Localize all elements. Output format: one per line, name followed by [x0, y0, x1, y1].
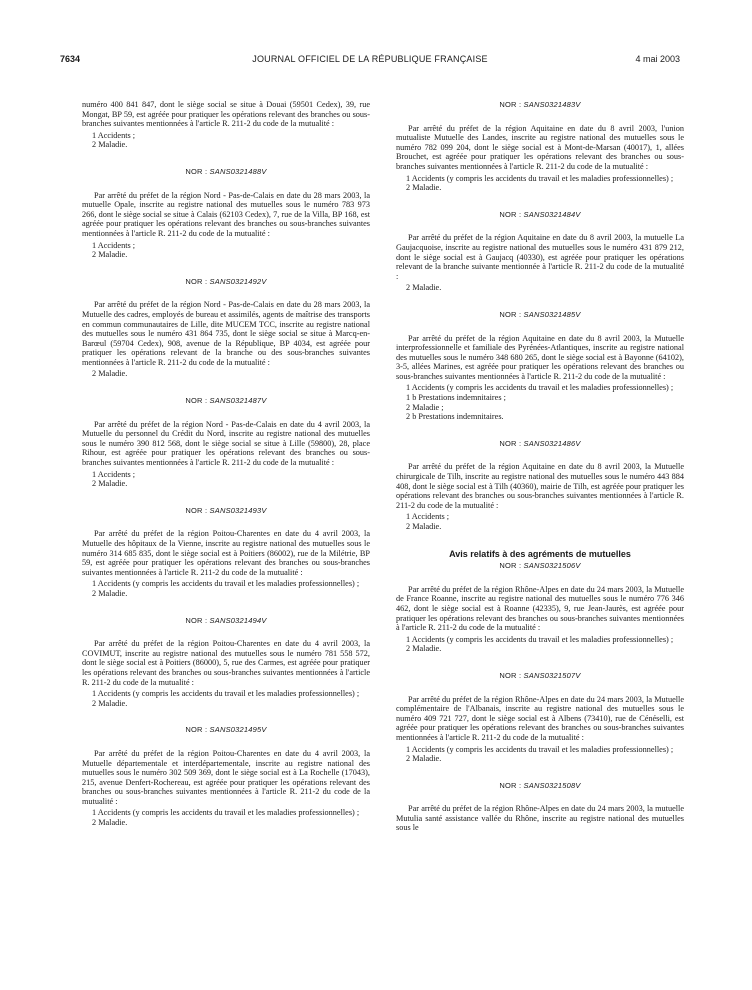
list-item: 2 Maladie.	[406, 183, 442, 193]
nor-reference	[396, 310, 684, 320]
nor-label: NOR :	[499, 670, 522, 680]
page-number: 7634	[60, 54, 81, 64]
paragraph: Par arrêté du préfet de la région Poitou-Charentes en date du 4 avril 2003, la COVIMUT, inscrite au registre national des mutuelles sous le numéro 781 558 572, dont le siège social est à Poitiers (86000), 5, rue des Carmes, est agréée pour pratiquer les opérations relevant des branches ou sous-branches suivantes mentionnées à l'article R. 211-2 du code de la mutualité :	[82, 639, 370, 687]
list-item: 2 Maladie.	[406, 644, 442, 654]
paragraph: Par arrêté du préfet de la région Poitou-Charentes en date du 4 avril 2003, la Mutuelle des hôpitaux de la Vienne, inscrite au registre national des mutuelles sous le numéro 314 685 835, dont le siège social est à Poitiers (86002), rue de la Milétrie, BP 59, est agréée pour pratiquer les opérations relevant des branches ou sous-branches suivantes mentionnées à l'article R. 211-2 du code de la mutualité :	[82, 529, 370, 577]
paragraph: Par arrêté du préfet de la région Aquitaine en date du 8 avril 2003, l'union mutualiste Mutuelle des Landes, inscrite au registre national des mutuelles sous le numéro 782 099 204, dont le siège social est à Mont-de-Marsan (40017), 1, allées Brouchet, est agréée pour pratiquer les opérations relevant des branches ou sous-branches suivantes mentionnées à l'article R. 211-2 du code de la mutualité :	[396, 123, 684, 171]
nor-label: NOR :	[185, 615, 208, 625]
list-item: 1 Accidents ;	[92, 469, 136, 479]
nor-code: SANS0321487V	[209, 396, 267, 406]
paragraph: Par arrêté du préfet de la région Nord - Pas-de-Calais en date du 28 mars 2003, la Mutuelle des cadres, employés de bureau et assimilés, agents de maîtrise des transports en commun communautaires de Lille, dite MUCEM TCC, inscrite au registre national des mutuelles sous le numéro 431 864 735, dont le siège social se situe à Marcq-en-Barœul (59704 Cedex), 908, avenue de la République, BP 4034, est agréée pour pratiquer les opérations relevant de la branche ou des sous-branches suivantes mentionnées à l'article R. 211-2 du code de la mutualité :	[82, 300, 370, 367]
paragraph: Par arrêté du préfet de la région Rhône-Alpes en date du 24 mars 2003, la Mutuelle de France Roanne, inscrite au registre national des mutuelles sous le numéro 776 346 462, dont le siège social est à Roanne (42335), 9, rue Jean-Jaurès, est agréée pour pratiquer les opérations relevant des branches ou sous-branches suivantes mentionnées à l'article R. 211-2 du code de la mutualité :	[396, 584, 684, 633]
nor-code: SANS0321486V	[523, 438, 581, 448]
nor-reference	[82, 725, 370, 735]
list-item: 2 Maladie.	[92, 140, 128, 150]
nor-reference	[396, 781, 684, 791]
paragraph: Par arrêté du préfet de la région Aquitaine en date du 8 avril 2003, la mutuelle La Gaujacquoise, inscrite au registre national des mutuelles sous le numéro 431 879 212, dont le siège social est à Gaujacq (40330), est agréée pour pratiquer les opérations relevant de la branche suivante mentionnée à l'article R. 211-2 du code de la mutualité :	[396, 233, 684, 281]
list-item: 2 Maladie.	[406, 754, 442, 764]
nor-code: SANS0321488V	[209, 166, 267, 176]
nor-reference	[82, 167, 370, 177]
nor-code: SANS0321508V	[523, 780, 581, 790]
nor-reference	[82, 506, 370, 516]
list-item: 2 Maladie.	[92, 250, 128, 260]
list-item: 2 Maladie.	[92, 369, 128, 379]
nor-code: SANS0321492V	[209, 276, 267, 286]
nor-reference	[396, 439, 684, 449]
list-item: 2 Maladie.	[92, 479, 128, 489]
section-title: Avis relatifs à des agréments de mutuelles	[449, 548, 631, 559]
nor-label: NOR :	[499, 561, 522, 571]
journal-title: JOURNAL OFFICIEL DE LA RÉPUBLIQUE FRANÇAISE	[252, 54, 488, 64]
list-item: 1 Accidents (y compris les accidents du travail et les maladies professionnelles) ;	[92, 689, 360, 699]
list-item: 1 Accidents (y compris les accidents du travail et les maladies professionnelles) ;	[92, 579, 360, 589]
nor-label: NOR :	[499, 209, 522, 219]
nor-label: NOR :	[185, 396, 208, 406]
list-item: 2 Maladie.	[406, 522, 442, 531]
nor-reference	[82, 396, 370, 406]
nor-label: NOR :	[499, 438, 522, 448]
list-item: 1 b Prestations indemnitaires ;	[406, 393, 506, 403]
list-item: 1 Accidents ;	[406, 512, 450, 522]
nor-code: SANS0321506V	[523, 561, 581, 571]
list-item: 2 Maladie.	[92, 698, 128, 708]
nor-code: SANS0321494V	[209, 615, 267, 625]
nor-label: NOR :	[499, 309, 522, 319]
list-item: 1 Accidents ;	[92, 130, 136, 140]
nor-label: NOR :	[185, 276, 208, 286]
paragraph: Par arrêté du préfet de la région Aquitaine en date du 8 avril 2003, la Mutuelle chirurgicale de Tilh, inscrite au registre national des mutuelles sous le numéro 443 884 408, dont le siège social est à Tilh (40360), mairie de Tilh, est agréée pour pratiquer les opérations relevant des branches ou sous-branches suivantes mentionnées à l'article R. 211-2 du code de la mutualité :	[396, 462, 684, 510]
list-item: 2 b Prestations indemnitaires.	[406, 412, 504, 422]
list-item: 1 Accidents (y compris les accidents du travail et les maladies professionnelles) ;	[406, 634, 674, 644]
paragraph: Par arrêté du préfet de la région Nord - Pas-de-Calais en date du 4 avril 2003, la Mutuelle du personnel du Crédit du Nord, inscrite au registre national des mutuelles sous le numéro 390 812 568, dont le siège social se situe à Lille (59800), 28, place Rihour, est agréée pour pratiquer les opérations relevant des branches ou sous-branches suivantes mentionnées à l'article R. 211-2 du code de la mutualité :	[82, 419, 370, 468]
nor-reference	[82, 616, 370, 626]
nor-label: NOR :	[499, 100, 522, 109]
list-item: 1 Accidents (y compris les accidents du travail et les maladies professionnelles) ;	[92, 808, 360, 818]
nor-reference	[396, 100, 684, 110]
left-column	[82, 100, 370, 828]
nor-code: SANS0321493V	[209, 505, 267, 515]
nor-code: SANS0321485V	[523, 309, 581, 319]
nor-reference	[396, 561, 684, 571]
list-item: 1 Accidents (y compris les accidents du travail et les maladies professionnelles) ;	[406, 744, 674, 754]
right-column	[396, 100, 684, 835]
list-item: 2 Maladie.	[406, 283, 442, 293]
paragraph: Par arrêté du préfet de la région Rhône-Alpes en date du 24 mars 2003, la mutuelle Mutulia santé assistance vallée du Rhône, inscrite au registre national des mutuelles sous le	[396, 804, 684, 833]
list-item: 1 Accidents ;	[92, 240, 136, 250]
nor-code: SANS0321484V	[523, 209, 581, 219]
nor-code: SANS0321483V	[523, 100, 581, 109]
paragraph: Par arrêté du préfet de la région Nord - Pas-de-Calais en date du 28 mars 2003, la mutuelle Opale, inscrite au registre national des mutuelles sous le numéro 783 973 266, dont le siège social se situe à Calais (62103 Cedex), 7, rue de la Villa, BP 168, est agréée pour pratiquer les opérations relevant des branches ou sous-branches suivantes mentionnées à l'article R. 211-2 du code de la mutualité :	[82, 190, 370, 238]
nor-reference	[396, 210, 684, 220]
nor-label: NOR :	[185, 725, 208, 735]
paragraph: numéro 400 841 847, dont le siège social se situe à Douai (59501 Cedex), 39, rue Mongat, BP 59, est agréée pour pratiquer les opérations relevant des branches ou sous-branches suivantes mentionnées à l'article R. 211-2 du code de la mutualité :	[82, 100, 370, 129]
nor-label: NOR :	[499, 780, 522, 790]
list-item: 2 Maladie.	[92, 588, 128, 598]
list-item: 2 Maladie.	[92, 818, 128, 828]
nor-reference	[396, 671, 684, 681]
page-header	[60, 54, 680, 68]
list-item: 1 Accidents (y compris les accidents du travail et les maladies professionnelles) ;	[406, 383, 674, 393]
nor-label: NOR :	[185, 505, 208, 515]
list-item: 1 Accidents (y compris les accidents du travail et les maladies professionnelles) ;	[406, 173, 674, 183]
paragraph: Par arrêté du préfet de la région Poitou-Charentes en date du 4 avril 2003, la Mutuelle départementale et interdépartementale, inscrite au registre national des mutuelles sous le numéro 302 509 369, dont le siège social est à La Rochelle (17043), 215, avenue Denfert-Rochereau, est agréée pour pratiquer les opérations relevant des branches ou sous-branches suivantes mentionnées à l'article R. 211-2 du code de la mutualité :	[82, 748, 370, 806]
nor-code: SANS0321495V	[209, 725, 267, 735]
paragraph: Par arrêté du préfet de la région Aquitaine en date du 8 avril 2003, la Mutuelle interprofessionnelle et familiale des Pyrénées-Atlantiques, inscrite au registre national des mutuelles sous le numéro 348 680 265, dont le siège social est à Bayonne (64102), 3-5, allées Marines, est agréée pour pratiquer les opérations relevant des branches ou sous-branches suivantes mentionnées à l'article R. 211-2 du code de la mutualité :	[396, 333, 684, 381]
nor-label: NOR :	[185, 166, 208, 176]
list-item: 2 Maladie ;	[406, 402, 444, 412]
paragraph: Par arrêté du préfet de la région Rhône-Alpes en date du 24 mars 2003, la Mutuelle complémentaire de l'Albanais, inscrite au registre national des mutuelles sous le numéro 409 721 727, dont le siège social est à Albens (73410), rue de Cénéselli, est agréée pour pratiquer les opérations relevant des branches ou sous-branches suivantes mentionnées à l'article R. 211-2 du code de la mutualité :	[396, 694, 684, 742]
nor-reference	[82, 277, 370, 287]
nor-code: SANS0321507V	[523, 670, 581, 680]
issue-date: 4 mai 2003	[635, 54, 680, 64]
